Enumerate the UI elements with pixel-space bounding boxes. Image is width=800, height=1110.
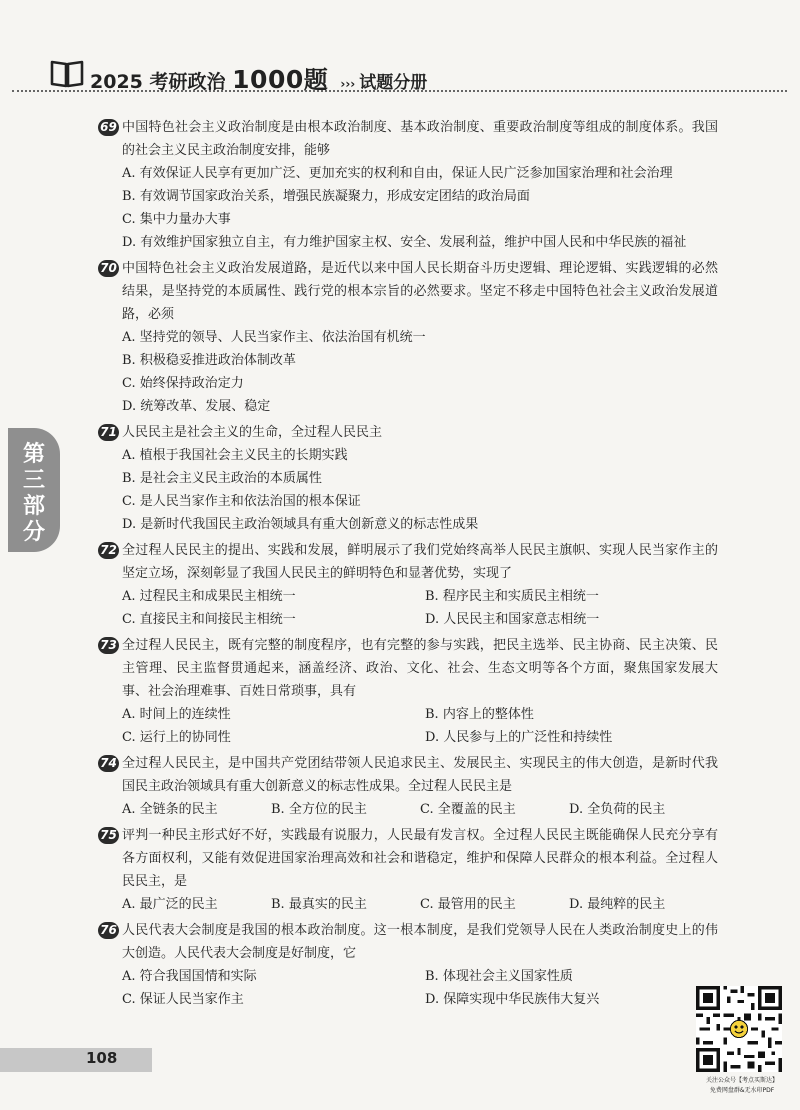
option-d: D. 全负荷的民主 [569, 802, 666, 817]
option-c: C. 保证人民当家作主 [122, 992, 244, 1007]
option-d: D. 是新时代我国民主政治领域具有重大创新意义的标志性成果 [122, 517, 479, 532]
option-b: B. 有效调节国家政治关系，增强民族凝聚力，形成安定团结的政治局面 [122, 189, 530, 204]
question-number-badge: 75 [98, 827, 119, 844]
side-tab-char: 第 [22, 442, 45, 467]
header-divider [12, 90, 787, 92]
question-number-badge: 72 [98, 542, 119, 559]
question-stem: 中国特色社会主义政治发展道路，是近代以来中国人民长期奋斗历史逻辑、理论逻辑、实践逻辑的必然结果，是坚持党的本质属性、践行党的根本宗旨的必然要求。坚定不移走中国特色社会主义政治发展道路，必须 [122, 261, 718, 322]
option-d: D. 有效维护国家独立自主，有力维护国家主权、安全、发展利益，维护中国人民和中华民族的福祉 [122, 235, 687, 250]
option-c: C. 是人民当家作主和依法治国的根本保证 [122, 494, 361, 509]
option-b: B. 内容上的整体性 [425, 707, 534, 722]
option-c: C. 直接民主和间接民主相统一 [122, 612, 296, 627]
question-75 [98, 824, 718, 916]
qr-code-icon[interactable] [696, 986, 782, 1072]
option-c: C. 始终保持政治定力 [122, 376, 244, 391]
question-71 [98, 421, 718, 536]
option-d: D. 最纯粹的民主 [569, 897, 666, 912]
qr-caption [690, 1076, 794, 1096]
question-number-badge: 73 [98, 637, 119, 654]
question-stem: 中国特色社会主义政治制度是由根本政治制度、基本政治制度、重要政治制度等组成的制度体系。我国的社会主义民主政治制度安排，能够 [122, 120, 718, 158]
question-stem: 人民民主是社会主义的生命，全过程人民民主 [122, 425, 383, 440]
option-d: D. 人民民主和国家意志相统一 [425, 612, 600, 627]
header-subject: 考研政治 [149, 71, 226, 93]
option-b: B. 体现社会主义国家性质 [425, 969, 573, 984]
question-stem: 人民代表大会制度是我国的根本政治制度。这一根本制度，是我们党领导人民在人类政治制度史上的伟大创造。人民代表大会制度是好制度，它 [122, 923, 718, 961]
question-number-badge: 76 [98, 922, 119, 939]
question-stem: 评判一种民主形式好不好，实践最有说服力，人民最有发言权。全过程人民民主既能确保人民充分享有各方面权利，又能有效促进国家治理高效和社会和谐稳定，维护和保障人民群众的根本利益。全过程人民民主，是 [122, 828, 718, 889]
question-number-badge: 69 [98, 119, 119, 136]
header-number: 1000 [232, 65, 304, 94]
question-69 [98, 116, 718, 254]
option-c: C. 集中力量办大事 [122, 212, 231, 227]
question-stem: 全过程人民民主，是中国共产党团结带领人民追求民主、发展民主、实现民主的伟大创造，是新时代我国民主政治领域具有重大创新意义的标志性成果。全过程人民民主是 [122, 756, 718, 794]
option-c: C. 运行上的协同性 [122, 730, 231, 745]
option-a: A. 全链条的民主 [122, 802, 218, 817]
question-72 [98, 539, 718, 631]
header-year: 2025 [90, 71, 143, 93]
option-a: A. 有效保证人民享有更加广泛、更加充实的权利和自由，保证人民广泛参加国家治理和社会治理 [122, 166, 673, 181]
option-a: A. 植根于我国社会主义民主的长期实践 [122, 448, 348, 463]
option-d: D. 保障实现中华民族伟大复兴 [425, 992, 600, 1007]
side-tab-char: 部 [22, 494, 45, 519]
option-c: C. 最管用的民主 [420, 897, 516, 912]
section-side-tab [8, 428, 60, 552]
option-d: D. 统筹改革、发展、稳定 [122, 399, 271, 414]
option-a: A. 过程民主和成果民主相统一 [122, 589, 296, 604]
option-b: B. 积极稳妥推进政治体制改革 [122, 353, 296, 368]
side-tab-char: 三 [22, 468, 45, 493]
question-list [98, 116, 718, 1014]
header-title-char: 题 [303, 66, 328, 94]
qr-caption-line1: 关注公众号【考点买斯达】 [705, 1077, 778, 1084]
option-a: A. 最广泛的民主 [122, 897, 218, 912]
option-b: B. 最真实的民主 [271, 897, 367, 912]
option-a: A. 符合我国国情和实际 [122, 969, 257, 984]
question-70 [98, 257, 718, 418]
option-a: A. 坚持党的领导、人民当家作主、依法治国有机统一 [122, 330, 426, 345]
option-d: D. 人民参与上的广泛性和持续性 [425, 730, 613, 745]
question-number-badge: 74 [98, 755, 119, 772]
question-number-badge: 71 [98, 424, 119, 441]
question-stem: 全过程人民民主的提出、实践和发展，鲜明展示了我们党始终高举人民民主旗帜、实现人民当家作主的坚定立场，深刻彰显了我国人民民主的鲜明特色和显著优势，实现了 [122, 543, 718, 581]
question-76 [98, 919, 718, 1011]
header-subtitle: 试题分册 [359, 73, 428, 93]
question-73 [98, 634, 718, 749]
footer-bar [0, 1048, 152, 1072]
option-c: C. 全覆盖的民主 [420, 802, 516, 817]
option-b: B. 程序民主和实质民主相统一 [425, 589, 599, 604]
side-tab-char: 分 [22, 520, 45, 545]
page-number: 108 [86, 1049, 118, 1067]
header-arrows-icon: ››› [340, 77, 356, 91]
option-b: B. 是社会主义民主政治的本质属性 [122, 471, 322, 486]
question-74 [98, 752, 718, 821]
option-b: B. 全方位的民主 [271, 802, 367, 817]
open-book-icon [50, 58, 84, 88]
question-stem: 全过程人民民主，既有完整的制度程序，也有完整的参与实践，把民主选举、民主协商、民主决策、民主管理、民主监督贯通起来，涵盖经济、政治、文化、社会、生态文明等各个方面，聚焦国家发展大事、社会治理难事、百姓日常琐事，具有 [122, 638, 718, 699]
question-number-badge: 70 [98, 260, 119, 277]
option-a: A. 时间上的连续性 [122, 707, 231, 722]
qr-caption-line2: 免费网盘群&无水印PDF [709, 1087, 775, 1094]
